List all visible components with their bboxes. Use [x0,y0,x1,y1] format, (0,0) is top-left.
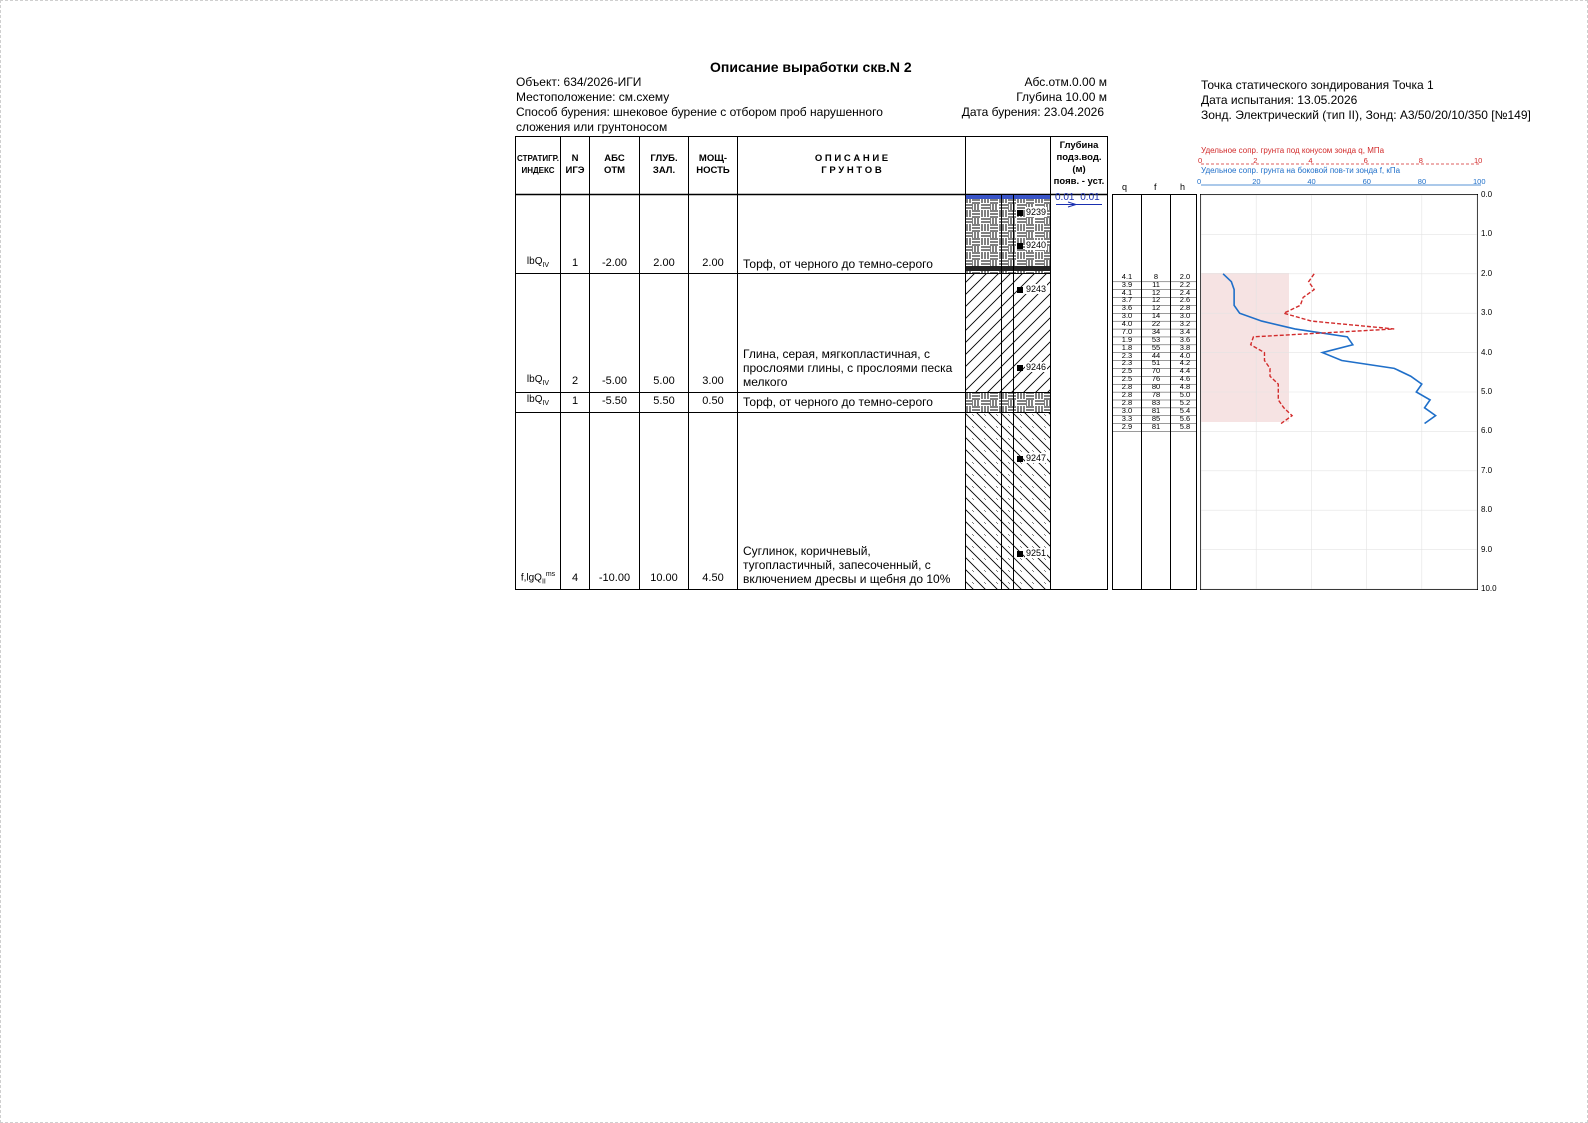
cpt-cell-f: 83 [1151,397,1161,407]
depth-tick-label: 10.0 [1481,584,1497,593]
cpt-cell-f: 70 [1151,366,1161,376]
abs-elevation: Абс.отм.0.00 м [1024,75,1107,89]
layer-abs-elevation: -5.00 [601,375,628,387]
q-range-shade [1201,273,1289,422]
header-abs: АБС ОТМ [603,153,626,176]
cpt-cell-q: 2.3 [1121,350,1133,360]
f-tick-label: 60 [1362,177,1371,186]
sample-id: 9243 [1026,283,1047,294]
cpt-cell-q: 3.3 [1121,413,1133,423]
cpt-cell-h: 4.6 [1179,374,1191,384]
cpt-header-q: q [1122,182,1128,192]
layer-strat-index: lbQ$_{IV}$ [526,393,550,407]
cpt-cell-q: 3.0 [1121,311,1133,321]
q-axis-label: Удельное сопр. грунта под конусом зонда q, МПа [1201,146,1385,155]
sample-id: 9247 [1026,452,1047,463]
cpt-header-f: f [1154,182,1157,192]
depth-tick-label: 6.0 [1481,426,1493,436]
header-thickness: МОЩ- НОСТЬ [696,153,730,176]
f-tick-label: 80 [1417,177,1427,186]
layer-description: Суглинок, коричневый, тугопластичный, запесоченный, с включением дресвы и щебня до 10% [743,544,951,586]
cpt-cell-q: 2.8 [1121,397,1133,407]
cpt-cell-q: 3.0 [1121,405,1133,415]
depth-tick-label: 1.0 [1481,229,1493,239]
cpt-cell-f: 81 [1151,405,1161,415]
layer-depth: 5.00 [653,375,675,387]
sample-id: 9240 [1026,240,1047,251]
layer-ige: 1 [571,394,579,407]
q-tick-label: 6 [1363,156,1368,165]
water-steady: 0.01 [1080,192,1100,203]
q-tick-label: 0 [1198,156,1203,165]
cpt-cell-h: 2.2 [1179,279,1191,289]
cpt-cell-f: 12 [1151,295,1161,305]
cpt-cell-h: 3.4 [1179,326,1191,336]
sample-id: 9246 [1026,362,1047,373]
drilling-method: Способ бурения: шнековое бурение с отбором проб нарушенного сложения или грунтоносом [516,105,883,134]
cpt-cell-f: 44 [1151,350,1161,360]
cpt-cell-q: 4.1 [1121,287,1133,297]
cpt-cell-h: 4.8 [1179,382,1191,392]
depth-tick-label: 5.0 [1481,387,1493,396]
sample-marker [1017,287,1023,293]
cpt-cell-q: 2.8 [1121,382,1133,392]
layer-ige: 4 [571,572,579,584]
cpt-cell-q: 4.1 [1121,271,1133,281]
layer-depth: 2.00 [653,256,675,269]
cpt-header-h: h [1180,182,1186,192]
depth-tick-label: 3.0 [1481,308,1493,318]
cpt-cell-f: 14 [1151,311,1161,321]
q-tick-label: 10 [1474,156,1483,165]
cpt-cell-f: 12 [1151,287,1161,297]
q-tick-label: 2 [1253,156,1258,165]
layer-abs-elevation: -2.00 [601,256,628,269]
depth-tick-label: 8.0 [1481,505,1493,515]
cpt-cell-f: 81 [1151,421,1161,431]
cpt-cell-f: 85 [1151,413,1161,423]
f-tick-label: 20 [1252,177,1261,186]
drilling-date: Дата бурения: 23.04.2026 [961,105,1104,119]
sample-marker [1017,210,1023,216]
layer-abs-elevation: -10.00 [598,572,631,584]
cpt-cell-f: 76 [1151,374,1161,384]
depth-tick-label: 7.0 [1481,465,1493,475]
depth-tick-label: 0.0 [1481,190,1493,199]
q-tick-label: 8 [1418,156,1423,165]
cpt-cell-f: 11 [1152,279,1160,289]
cpt-cell-h: 4.0 [1179,350,1191,360]
cpt-cell-f: 53 [1151,334,1161,344]
cpt-cell-h: 5.6 [1179,413,1191,423]
f-tick-label: 0 [1197,177,1202,186]
sounding-date: Дата испытания: 13.05.2026 [1201,93,1358,107]
cpt-cell-h: 5.8 [1179,421,1191,431]
cpt-cell-h: 3.2 [1179,319,1191,329]
probe-info: Зонд. Электрический (тип II), Зонд: А3/50/20/10/350 [№149] [1201,108,1531,122]
water-appear: 0.01 [1055,192,1075,203]
cpt-cell-h: 3.8 [1179,342,1191,352]
cpt-cell-q: 2.5 [1121,374,1133,384]
cpt-cell-f: 51 [1151,358,1161,368]
cpt-cell-h: 2.8 [1179,303,1191,313]
layer-thickness: 3.00 [702,375,724,387]
cpt-cell-q: 3.9 [1121,279,1133,289]
q-tick-label: 4 [1308,156,1313,165]
cpt-cell-h: 3.0 [1179,311,1191,321]
cpt-cell-q: 1.8 [1121,342,1133,352]
sample-marker [1017,365,1023,371]
cpt-cell-f: 55 [1151,342,1161,352]
layer-ige: 1 [571,256,579,269]
object-label: Объект: 634/2026-ИГИ [516,75,642,89]
depth-tick-label: 2.0 [1481,268,1493,278]
cpt-cell-q: 2.3 [1121,358,1133,368]
layer-thickness: 0.50 [702,394,724,407]
cpt-cell-f: 8 [1153,271,1159,281]
cpt-cell-q: 4.0 [1121,319,1133,329]
cpt-cell-h: 5.2 [1179,397,1191,407]
cpt-cell-q: 2.8 [1121,390,1133,399]
cpt-cell-h: 2.4 [1179,287,1191,297]
layer-description: Торф, от черного до темно-серого [743,394,933,409]
f-tick-label: 100 [1473,177,1486,186]
sample-id: 9239 [1026,206,1047,217]
f-tick-label: 40 [1307,177,1316,186]
sample-marker [1017,243,1023,249]
layer-strat-index: lbQ$_{IV}$ [526,255,550,269]
layer-depth: 10.00 [650,572,678,584]
layer-description: Глина, серая, мягкопластичная, с прослоями глины, с прослоями песка мелкого [743,347,953,389]
layer-description: Торф, от черного до темно-серого [743,256,933,271]
location-label: Местоположение: см.схему [516,90,670,104]
header-description: О П И С А Н И Е Г Р У Н Т О В [814,153,889,176]
cpt-cell-q: 3.6 [1121,303,1133,313]
cpt-cell-q: 1.9 [1121,334,1133,344]
header-strat: СТРАТИГР. ИНДЕКС [516,154,559,175]
layer-thickness: 2.00 [702,256,724,269]
cpt-cell-q: 7.0 [1121,326,1133,336]
water-level-values [1055,192,1100,203]
layer-strat-index: f,lgQ$_{II}^{ms}$ [520,571,556,586]
cpt-cell-q: 2.9 [1121,421,1133,431]
layer-depth: 5.50 [653,394,675,407]
cpt-cell-f: 80 [1151,382,1161,392]
layer-ige: 2 [571,375,579,387]
total-depth: Глубина 10.00 м [1016,90,1107,104]
sample-id: 9251 [1026,547,1047,558]
sample-marker [1017,456,1023,462]
cpt-cell-h: 3.6 [1179,334,1191,344]
cpt-cell-h: 2.0 [1179,271,1191,281]
layer-strat-index: lbQ$_{IV}$ [526,374,550,387]
depth-tick-label: 4.0 [1481,347,1493,357]
cpt-cell-h: 2.6 [1179,295,1191,305]
cpt-cell-h: 4.4 [1179,366,1191,376]
cpt-cell-f: 12 [1151,303,1161,313]
cpt-cell-f: 22 [1151,319,1161,329]
cpt-cell-h: 5.0 [1179,390,1191,399]
cpt-cell-h: 4.2 [1179,358,1191,368]
cpt-cell-q: 3.7 [1121,295,1133,305]
header-water: Глубина подз.вод. (м) появ. - уст. [1053,140,1105,187]
f-axis-label: Удельное сопр. грунта на боковой пов-ти зонда f, кПа [1201,166,1401,175]
page-title: Описание выработки скв.N 2 [710,59,912,75]
layer-thickness: 4.50 [702,572,724,584]
cpt-cell-f: 34 [1151,326,1161,336]
cpt-cell-h: 5.4 [1179,405,1191,415]
sample-marker [1017,551,1023,557]
sounding-title: Точка статического зондирования Точка 1 [1201,78,1434,92]
header-depth: ГЛУБ. ЗАЛ. [650,153,678,176]
cpt-cell-q: 2.5 [1121,366,1133,376]
header-ige: N ИГЭ [565,153,585,176]
cpt-cell-f: 78 [1151,390,1161,399]
depth-tick-label: 9.0 [1481,544,1493,554]
layer-abs-elevation: -5.50 [601,394,628,407]
